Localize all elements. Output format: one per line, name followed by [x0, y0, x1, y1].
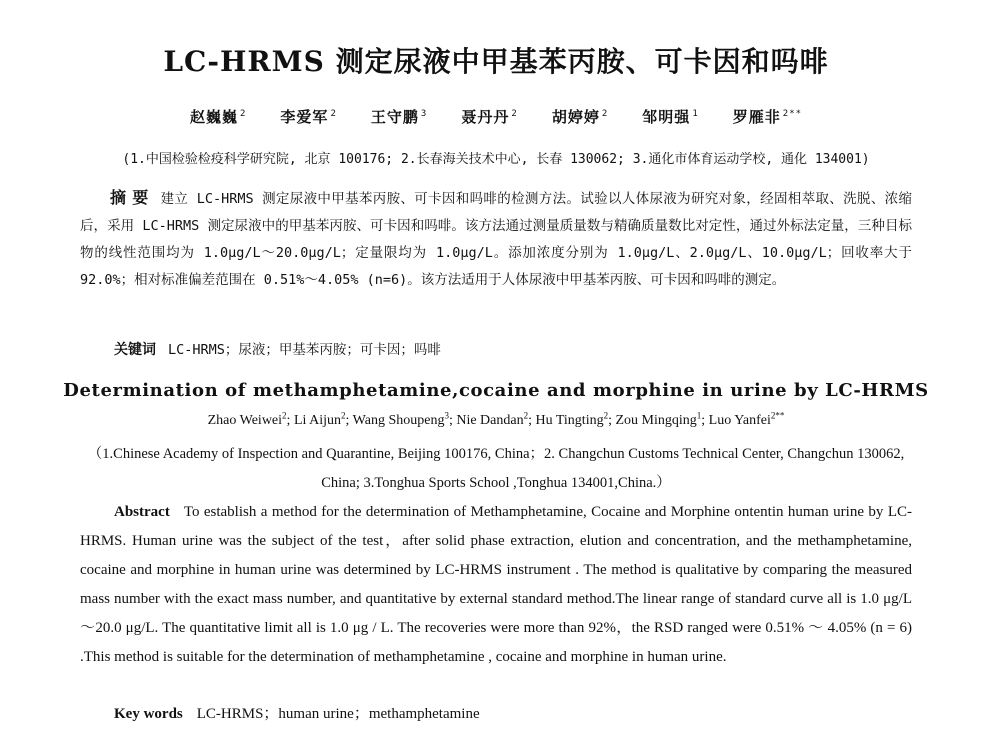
- author-en: Zhao Weiwei$^2$;: [207, 410, 294, 428]
- author-cn: 罗雁非 $^{2**}$: [732, 108, 803, 126]
- author-cn: 聂丹丹 $^2$: [461, 108, 518, 126]
- english-keywords-label: Key words: [114, 706, 183, 722]
- english-authors: [0, 410, 992, 429]
- author-en: Hu Tingting$^2$;: [535, 410, 616, 428]
- chinese-title: LC-HRMS 测定尿液中甲基苯丙胺、可卡因和吗啡: [163, 45, 829, 78]
- english-affiliations: （1.Chinese Academy of Inspection and Quarantine, Beijing 100176, China；2. Changchun Customs Technical Center, Changchun 130062, China; 3.Tonghua Sports School ,Tonghua 134001,China.）: [87, 446, 905, 491]
- chinese-affiliations: (1.中国检验检疫科学研究院, 北京 100176; 2.长春海关技术中心, 长春 130062; 3.通化市体育运动学校, 通化 134001): [122, 152, 870, 167]
- author-cn: 邹明强 $^1$: [642, 108, 699, 126]
- author-en: Nie Dandan$^2$;: [456, 410, 536, 428]
- chinese-abstract: [80, 184, 912, 294]
- chinese-authors: [0, 106, 992, 127]
- author-en: Li Aijun$^2$;: [293, 410, 353, 428]
- english-title: Determination of methamphetamine,cocaine and morphine in urine by LC-HRMS: [63, 380, 929, 401]
- english-abstract-text: To establish a method for the determination of Methamphetamine, Cocaine and Morphine ontentin human urine by LC-HRMS. Human urine was the subject of the test，after solid phase extraction, elution and concentration, and the methamphetamine, cocaine and morphine in human urine was determined by LC-HRMS instrument . The method is qualitative by comparing the measured mass number with the exact mass number, and quantitative by external standard method.The linear range of standard curve all is 1.0 μg/L～20.0 μg/L. The quantitative limit all is 1.0 μg / L. The recoveries were more than 92%，the RSD ranged were 0.51% ～ 4.05% (n = 6) .This method is suitable for the determination of methamphetamine , cocaine and morphine in human urine.: [80, 504, 912, 665]
- author-en: Wang Shoupeng$^3$;: [352, 410, 457, 428]
- chinese-abstract-text: 建立 LC-HRMS 测定尿液中甲基苯丙胺、可卡因和吗啡的检测方法。试验以人体尿液为研究对象，经固相萃取、洗脱、浓缩后，采用 LC-HRMS 测定尿液中的甲基苯丙胺、可卡因和吗啡。该方法通过测量质量数与精确质量数比对定性，通过外标法定量，三种目标物的线性范围均为 1.0μg/L～20.0μg/L；定量限均为 1.0μg/L。添加浓度分别为 1.0μg/L、2.0μg/L、10.0μg/L；回收率大于 92.0%；相对标准偏差范围在 0.51%～4.05% (n=6)。该方法适用于人体尿液中甲基苯丙胺、可卡因和吗啡的测定。: [80, 191, 912, 288]
- chinese-keywords-text: LC-HRMS；尿液；甲基苯丙胺；可卡因；吗啡: [168, 342, 441, 358]
- english-keywords: [114, 702, 480, 723]
- chinese-keywords: [114, 338, 441, 359]
- chinese-abstract-label: 摘 要: [110, 188, 149, 207]
- author-cn: 李爱军 $^2$: [280, 108, 337, 126]
- author-en: Luo Yanfei$^{2**}$: [708, 410, 785, 428]
- english-abstract: [80, 498, 912, 672]
- chinese-keywords-label: 关键词: [114, 342, 156, 358]
- author-cn: 赵巍巍 $^2$: [189, 108, 247, 126]
- english-keywords-text: LC-HRMS；human urine；methamphetamine: [196, 706, 480, 722]
- english-abstract-label: Abstract: [114, 504, 170, 520]
- author-cn: 王守鹏 $^3$: [370, 108, 428, 126]
- author-en: Zou Mingqing$^1$;: [615, 410, 709, 428]
- author-cn: 胡婷婷 $^2$: [551, 108, 609, 126]
